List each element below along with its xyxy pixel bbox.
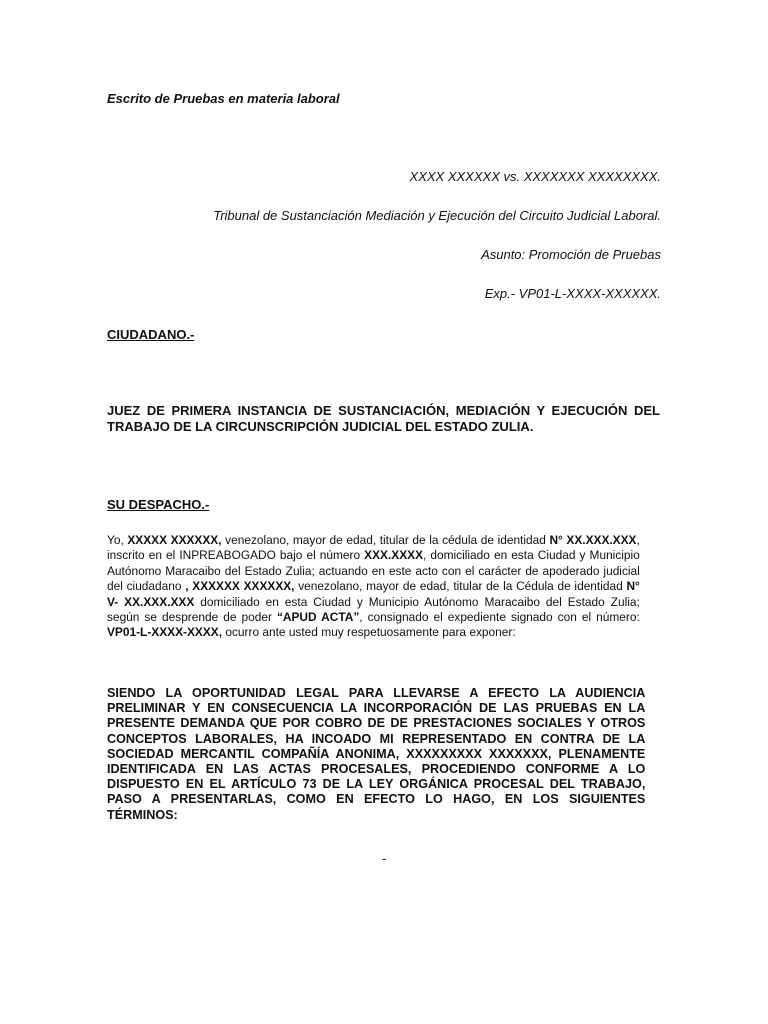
intro-text: , inscrito en el INPREABOGADO bajo el número <box>107 533 640 563</box>
separator-dash: - <box>382 851 387 866</box>
inpreabogado-number: XXX.XXXX <box>364 548 424 563</box>
document-title: Escrito de Pruebas en materia laboral <box>107 91 340 106</box>
tribunal-name: Tribunal de Sustanciación Mediación y Ejecución del Circuito Judicial Laboral. <box>213 208 661 223</box>
client-id: N° V- XX.XXX.XXX <box>107 579 640 609</box>
intro-text: venezolano, mayor de edad, titular de la cédula de identidad <box>221 533 550 547</box>
attorney-id: N° XX.XXX.XXX <box>549 533 637 547</box>
judge-addressee: JUEZ DE PRIMERA INSTANCIA DE SUSTANCIACIÓN, MEDIACIÓN Y EJECUCIÓN DEL TRABAJO DE LA CIRCUNSCRIPCIÓN JUDICIAL DEL ESTADO ZULIA. <box>107 403 660 434</box>
intro-paragraph <box>107 533 640 641</box>
client-name: , XXXXXX XXXXXX, <box>185 579 295 594</box>
subject-line: Asunto: Promoción de Pruebas <box>481 247 661 262</box>
intro-text: ocurro ante usted muy respetuosamente para exponer: <box>222 625 516 640</box>
attorney-name: XXXXX XXXXXX, <box>127 533 222 547</box>
intro-text: domiciliado en esta Ciudad y Municipio Autónomo Maracaibo del Estado Zulia; según se desprende de poder <box>107 594 640 625</box>
demand-paragraph: SIENDO LA OPORTUNIDAD LEGAL PARA LLEVARSE A EFECTO LA AUDIENCIA PRELIMINAR Y EN CONSECUENCIA LA INCORPORACIÓN DE LAS PRUEBAS EN LA PRESENTE DEMANDA QUE POR COBRO DE DE PRESTACIONES SOCIALES Y OTROS CONCEPTOS LABORALES, HA INCOADO MI REPRESENTADO EN CONTRA DE LA SOCIEDAD MERCANTIL COMPAÑÍA ANONIMA, XXXXXXXXX XXXXXXX, PLENAMENTE IDENTIFICADA EN LAS ACTAS PROCESALES, PROCEDIENDO CONFORME A LO DISPUESTO EN EL ARTÍCULO 73 DE LA LEY ORGÁNICA PROCESAL DEL TRABAJO, PASO A PRESENTARLAS, COMO EN EFECTO LO HAGO, EN LOS SIGUIENTES TÉRMINOS: <box>107 685 646 822</box>
apud-acta: “APUD ACTA” <box>276 610 360 625</box>
case-number: Exp.- VP01-L-XXXX-XXXXXX. <box>484 286 661 301</box>
case-parties: XXXX XXXXXX vs. XXXXXXX XXXXXXXX. <box>409 169 661 184</box>
intro-text: Yo, <box>107 533 128 547</box>
su-despacho: SU DESPACHO.- <box>107 497 210 512</box>
intro-text: venezolano, mayor de edad, titular de la Cédula de identidad <box>294 579 627 594</box>
intro-text: , domiciliado en esta Ciudad y Municipio Autónomo Maracaibo del Estado Zulia; actuando en este acto con el carácter de apoderado judicial del ciudadano <box>107 548 640 594</box>
intro-text: , consignado el expediente signado con el número: <box>359 610 640 625</box>
file-number: VP01-L-XXXX-XXXX, <box>107 625 223 640</box>
salutation: CIUDADANO.- <box>107 327 195 342</box>
